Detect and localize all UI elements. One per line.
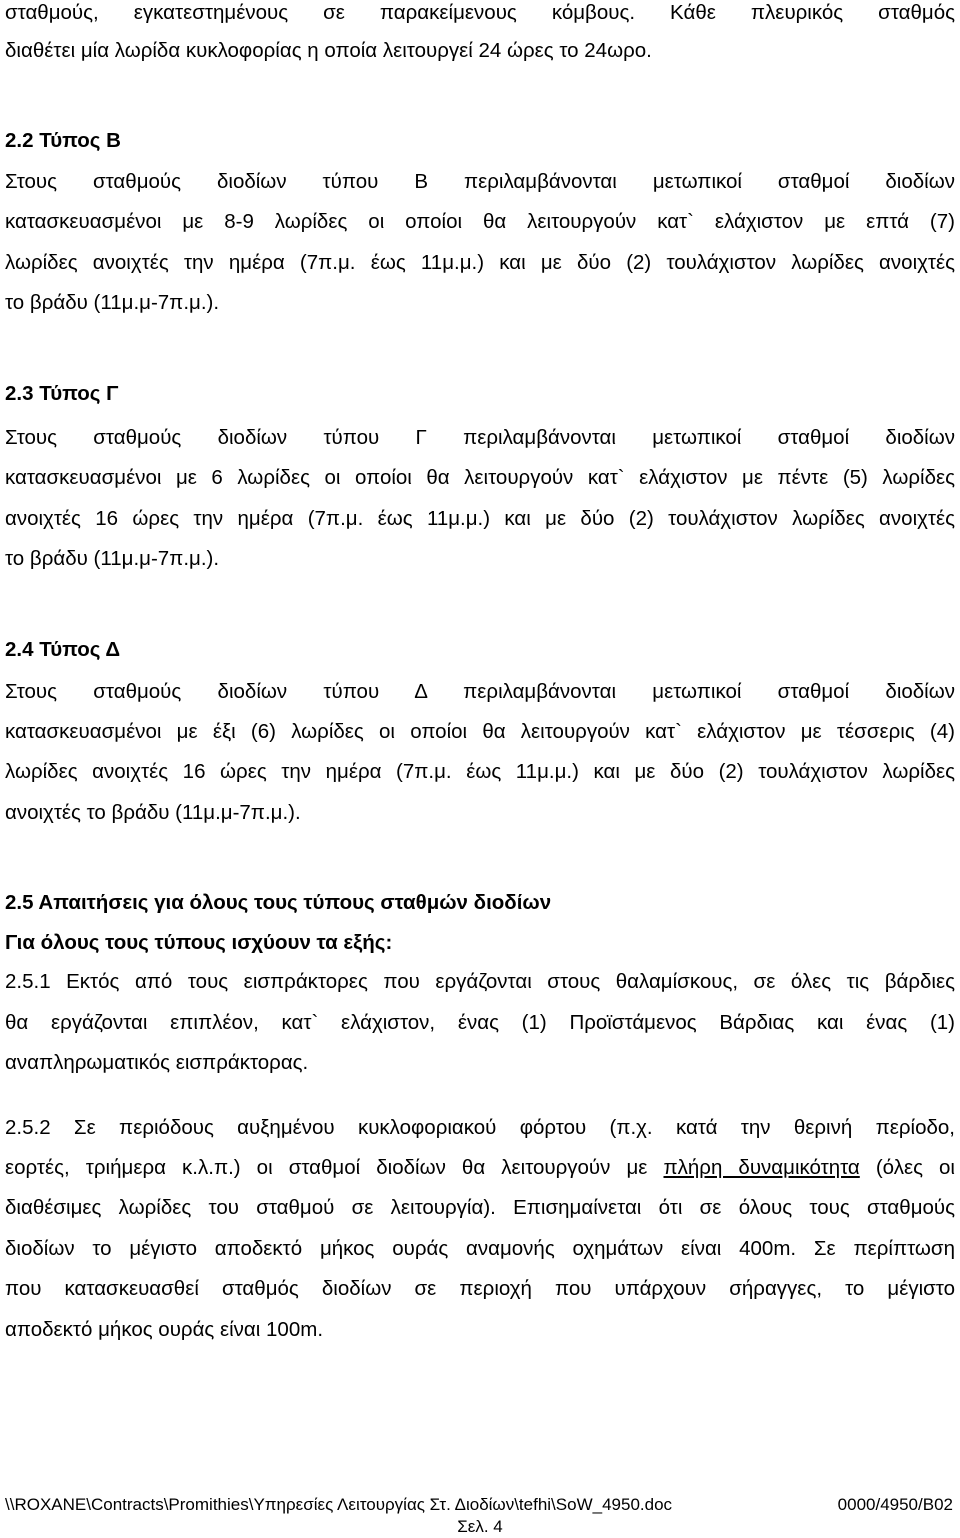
section-heading-requirements: 2.5 Απαιτήσεις για όλους τους τύπους σταθμών διοδίων [5,891,552,914]
paragraph-line: διαθέσιμες λωρίδες του σταθμού σε λειτουργία). Επισημαίνεται ότι σε όλους τους σταθμούς [5,1196,955,1219]
paragraph-line: το βράδυ (11μ.μ-7π.μ.). [5,291,220,314]
section-heading-type-g: 2.3 Τύπος Γ [5,382,119,405]
paragraph-line: Στους σταθμούς διοδίων τύπου Γ περιλαμβάνονται μετωπικοί σταθμοί διοδίων [5,426,955,449]
paragraph-line: αποδεκτό μήκος ουράς είναι 100m. [5,1318,324,1341]
text-segment: εορτές, τριήμερα κ.λ.π.) οι σταθμοί διοδίων θα λειτουργούν με [5,1156,664,1179]
footer-file-path: \\ROXANE\Contracts\Promithies\Υπηρεσίες Λειτουργίας Στ. Διοδίων\tefhi\SoW_4950.doc [5,1495,673,1514]
paragraph-line: διοδίων το μέγιστο αποδεκτό μήκος ουράς αναμονής οχημάτων είναι 400m. Σε περίπτωση [5,1237,955,1260]
paragraph-line: κατασκευασμένοι με έξι (6) λωρίδες οι οποίοι θα λειτουργούν κατ` ελάχιστον με τέσσερις (4) [5,720,955,743]
paragraph-line [5,1155,955,1181]
paragraph-line: λωρίδες ανοιχτές 16 ώρες την ημέρα (7π.μ. έως 11μ.μ.) και με δύο (2) τουλάχιστον λωρίδες [5,760,955,783]
paragraph-line: ανοιχτές το βράδυ (11μ.μ-7π.μ.). [5,801,301,824]
intro-line: διαθέτει μία λωρίδα κυκλοφορίας η οποία λειτουργεί 24 ώρες το 24ωρο. [5,39,652,62]
section-heading-type-b: 2.2 Τύπος Β [5,129,121,152]
page-number: Σελ. 4 [457,1517,503,1536]
paragraph-line: αναπληρωματικός εισπράκτορας. [5,1051,309,1074]
paragraph-line: κατασκευασμένοι με 6 λωρίδες οι οποίοι θα λειτουργούν κατ` ελάχιστον με πέντε (5) λωρίδες [5,466,955,489]
paragraph-line: ανοιχτές 16 ώρες την ημέρα (7π.μ. έως 11μ.μ.) και με δύο (2) τουλάχιστον λωρίδες ανοιχτές [5,507,955,530]
paragraph-line: Στους σταθμούς διοδίων τύπου Δ περιλαμβάνονται μετωπικοί σταθμοί διοδίων [5,680,955,703]
paragraph-line: θα εργάζονται επιπλέον, κατ` ελάχιστον, ένας (1) Προϊστάμενος Βάρδιας και ένας (1) [5,1011,955,1034]
paragraph-line: που κατασκευασθεί σταθμός διοδίων σε περιοχή που υπάρχουν σήραγγες, το μέγιστο [5,1277,955,1300]
paragraph-line: 2.5.1 Εκτός από τους εισπράκτορες που εργάζονται στους θαλαμίσκους, σε όλες τις βάρδιες [5,970,955,993]
underlined-phrase: πλήρη δυναμικότητα [663,1156,860,1179]
paragraph-line: Στους σταθμούς διοδίων τύπου Β περιλαμβάνονται μετωπικοί σταθμοί διοδίων [5,170,955,193]
intro-line: σταθμούς, εγκατεστημένους σε παρακείμενους κόμβους. Κάθε πλευρικός σταθμός [5,1,955,24]
paragraph-line: 2.5.2 Σε περιόδους αυξημένου κυκλοφοριακού φόρτου (π.χ. κατά την θερινή περίοδο, [5,1116,955,1139]
paragraph-line: κατασκευασμένοι με 8-9 λωρίδες οι οποίοι θα λειτουργούν κατ` ελάχιστον με επτά (7) [5,210,955,233]
section-heading-type-d: 2.4 Τύπος Δ [5,638,121,661]
paragraph-line: το βράδυ (11μ.μ-7π.μ.). [5,547,220,570]
paragraph-line: λωρίδες ανοιχτές την ημέρα (7π.μ. έως 11μ.μ.) και με δύο (2) τουλάχιστον λωρίδες ανοιχτές [5,251,955,274]
subheading: Για όλους τους τύπους ισχύουν τα εξής: [5,931,393,954]
text-segment: (όλες οι [859,1156,955,1179]
footer-document-code: 0000/4950/B02 [837,1495,953,1514]
